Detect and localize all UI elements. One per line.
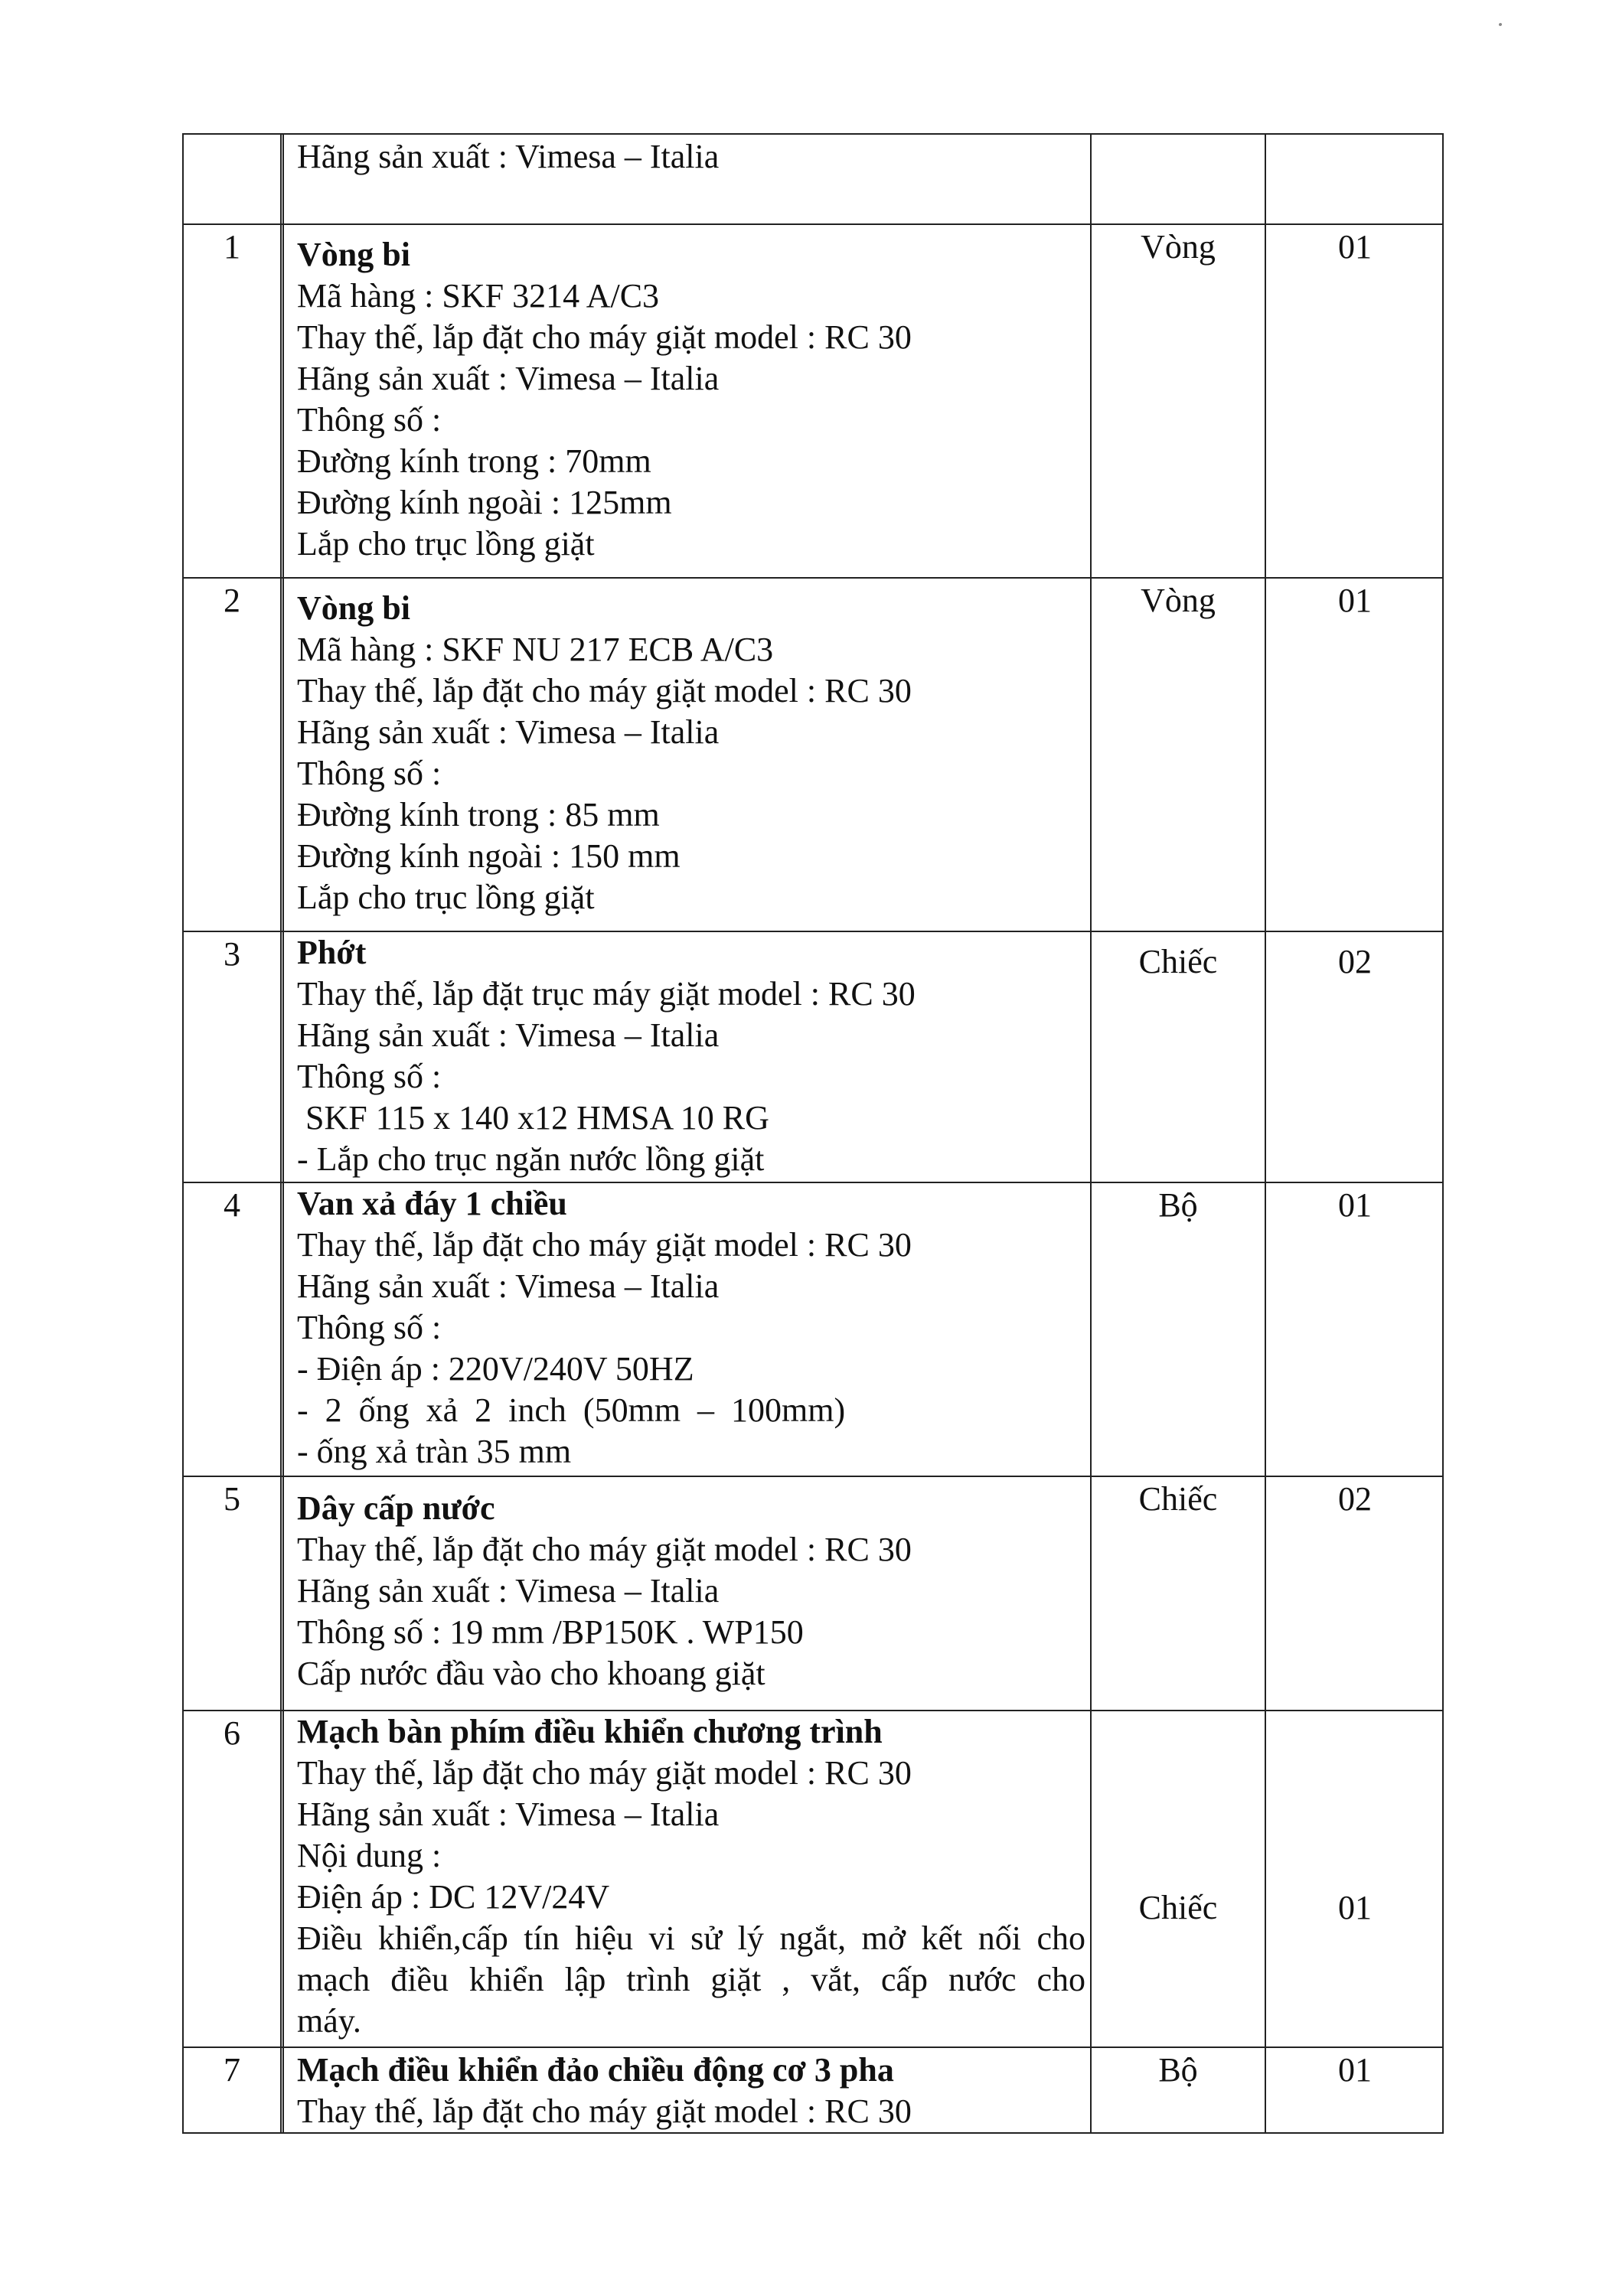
description-line: Hãng sản xuất : Vimesa – Italia	[297, 360, 720, 397]
table-row-7-description	[297, 2050, 1085, 2132]
description-line: Cấp nước đầu vào cho khoang giặt	[297, 1655, 765, 1692]
table-row-6-quantity: 01	[1338, 1889, 1372, 1926]
item-title: Vòng bi	[297, 589, 410, 627]
description-line: máy.	[297, 2002, 361, 2040]
description-line: Nội dung :	[297, 1837, 442, 1874]
table-row-1-unit: Vòng	[1141, 228, 1216, 266]
table-row-4-unit: Bộ	[1158, 1186, 1198, 1224]
description-line: Thay thế, lắp đặt cho máy giặt model : RC 30	[297, 672, 912, 709]
table-row-7-unit: Bộ	[1158, 2051, 1198, 2089]
item-title: Dây cấp nước	[297, 1489, 495, 1527]
column-divider-unit	[1265, 135, 1266, 2132]
table-row-2-quantity: 01	[1338, 582, 1372, 619]
table-row-5-quantity: 02	[1338, 1480, 1372, 1518]
description-line: Thay thế, lắp đặt cho máy giặt model : RC 30	[297, 1531, 912, 1568]
table-row-2-description	[297, 588, 1085, 918]
description-line: Thay thế, lắp đặt cho máy giặt model : RC 30	[297, 1754, 912, 1792]
table-row-3-number: 3	[224, 935, 240, 973]
description-line: Điều khiển,cấp tín hiệu vi sử lý ngắt, mở kết nối cho	[297, 1919, 1085, 1957]
table-row-7-number: 7	[224, 2051, 240, 2089]
row-divider	[184, 1476, 1442, 1477]
table-row-4-description	[297, 1183, 1085, 1473]
description-line: Mã hàng : SKF 3214 A/C3	[297, 277, 660, 315]
table-row-5-number: 5	[224, 1480, 240, 1518]
description-line: - ống xả tràn 35 mm	[297, 1433, 572, 1470]
description-line: Hãng sản xuất : Vimesa – Italia	[297, 1016, 720, 1054]
description-line: Hãng sản xuất : Vimesa – Italia	[297, 713, 720, 751]
table-row-5-description	[297, 1488, 1085, 1694]
table-row-4-quantity: 01	[1338, 1186, 1372, 1224]
description-line: Thông số : 19 mm /BP150K . WP150	[297, 1613, 804, 1651]
row-divider	[184, 223, 1442, 225]
description-line: Thay thế, lắp đặt trục máy giặt model : RC 30	[297, 975, 916, 1013]
row-divider	[184, 577, 1442, 579]
description-line: - Điện áp : 220V/240V 50HZ	[297, 1350, 694, 1388]
description-line: Hãng sản xuất : Vimesa – Italia	[297, 1572, 720, 1609]
description-line: Hãng sản xuất : Vimesa – Italia	[297, 1795, 720, 1833]
table-row-6-unit: Chiếc	[1138, 1889, 1218, 1926]
table-row-1-description	[297, 234, 1085, 565]
table-row-0-description	[297, 136, 1085, 178]
description-line: Hãng sản xuất : Vimesa – Italia	[297, 138, 720, 175]
description-line: Thay thế, lắp đặt cho máy giặt model : RC 30	[297, 318, 912, 356]
table-row-2-unit: Vòng	[1141, 582, 1216, 619]
description-line: Thông số :	[297, 401, 442, 439]
description-line: mạch điều khiển lập trình giặt , vắt, cấp nước cho	[297, 1961, 1085, 1998]
table-row-2-number: 2	[224, 582, 240, 619]
row-divider	[184, 2047, 1442, 2048]
equipment-table	[182, 133, 1444, 2134]
table-row-1-number: 1	[224, 228, 240, 266]
table-row-7-quantity: 01	[1338, 2051, 1372, 2089]
table-row-6-number: 6	[224, 1714, 240, 1752]
description-line: Thay thế, lắp đặt cho máy giặt model : RC 30	[297, 1226, 912, 1264]
description-line: Điện áp : DC 12V/24V	[297, 1878, 610, 1916]
column-divider-desc	[1090, 135, 1092, 2132]
scan-speck	[1498, 22, 1502, 26]
description-line: Hãng sản xuất : Vimesa – Italia	[297, 1267, 720, 1305]
table-row-3-unit: Chiếc	[1138, 943, 1218, 980]
table-row-1-quantity: 01	[1338, 228, 1372, 266]
description-line: Đường kính trong : 70mm	[297, 442, 651, 480]
item-title: Mạch bàn phím điều khiển chương trình	[297, 1713, 883, 1750]
description-line: Thông số :	[297, 1309, 442, 1346]
description-line: Thông số :	[297, 1058, 442, 1095]
description-line: Lắp cho trục lồng giặt	[297, 879, 595, 916]
description-line: Mã hàng : SKF NU 217 ECB A/C3	[297, 631, 774, 668]
table-row-3-quantity: 02	[1338, 943, 1372, 980]
description-line: Đường kính ngoài : 150 mm	[297, 837, 681, 875]
item-title: Phớt	[297, 934, 367, 971]
description-line: Thông số :	[297, 755, 442, 792]
column-divider-stt	[280, 135, 284, 2132]
description-line: Lắp cho trục lồng giặt	[297, 525, 595, 563]
description-line: Thay thế, lắp đặt cho máy giặt model : RC 30	[297, 2092, 912, 2130]
table-row-3-description	[297, 932, 1085, 1180]
table-row-5-unit: Chiếc	[1138, 1480, 1218, 1518]
table-row-4-number: 4	[224, 1186, 240, 1224]
item-title: Van xả đáy 1 chiều	[297, 1185, 567, 1222]
description-line: - Lắp cho trục ngăn nước lồng giặt	[297, 1140, 765, 1178]
description-line: Đường kính trong : 85 mm	[297, 796, 660, 833]
table-row-6-description	[297, 1711, 1085, 2042]
item-title: Vòng bi	[297, 236, 410, 273]
description-line: - 2 ống xả 2 inch (50mm – 100mm)	[297, 1391, 846, 1429]
description-line: Đường kính ngoài : 125mm	[297, 484, 672, 521]
item-title: Mạch điều khiển đảo chiều động cơ 3 pha	[297, 2051, 894, 2089]
description-line: SKF 115 x 140 x12 HMSA 10 RG	[297, 1099, 769, 1137]
